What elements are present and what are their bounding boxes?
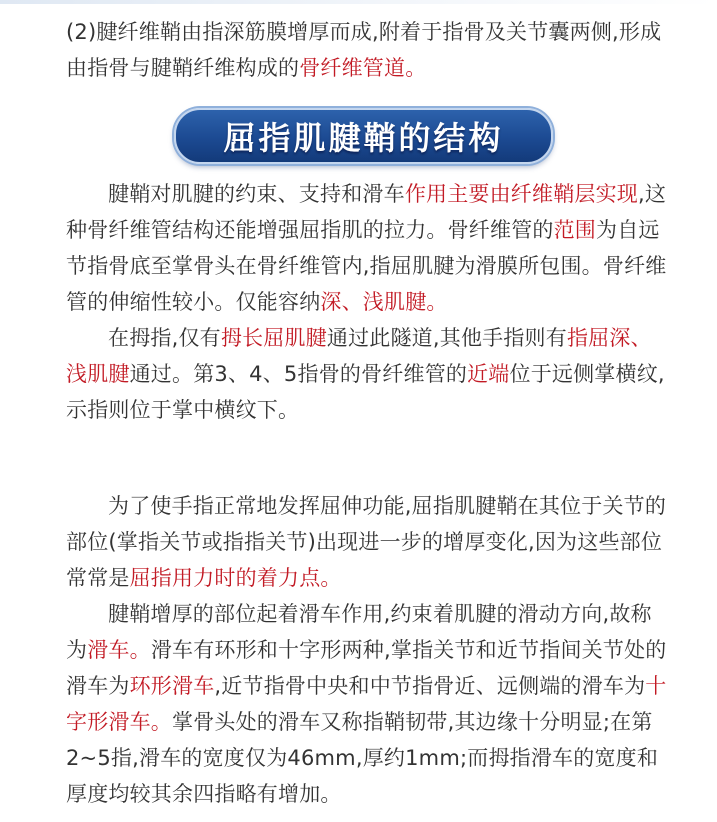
highlight-segment: 十字形滑车。 [66,674,667,734]
text-segment: ,近节指骨中央和中节指骨近、远侧端的滑车为 [214,674,646,698]
top-decoration-strip [0,0,717,4]
paragraph-pulleys [66,596,672,812]
text-segment: 滑车有环形和十字形两种,掌指关节和近节指间关节处的滑车为 [66,638,667,698]
section-title: 屈指肌腱鞘的结构 [223,119,504,157]
text-segment: 为自远节指骨底至掌骨头在骨纤维管内,指屈肌腱为滑膜所包围。骨纤维管的伸缩性较小。仅能容纳 [66,218,667,314]
text-segment: 通过此隧道,其他手指则有 [326,326,567,350]
text-segment: 位于远侧掌横纹,示指则位于掌中横纹下。 [66,362,665,422]
text-segment: 掌骨头处的滑车又称指鞘韧带,其边缘十分明显;在第2~5指,滑车的宽度仅为46mm,厚约1mm;而拇指滑车的宽度和厚度均较其余四指略有增加。 [66,710,659,806]
highlight-segment: 近端 [467,362,510,386]
highlight-segment: 环形滑车 [129,674,215,698]
paragraph-thickening [66,488,672,596]
text-segment: 在拇指,仅有 [108,326,221,350]
highlight-segment: 指屈深、浅肌腱 [66,326,652,386]
text-segment: 腱鞘对肌腱的约束、支持和滑车 [108,182,405,206]
text-segment: 腱鞘增厚的部位起着滑车作用,约束着肌腱的滑动方向,故称为 [66,602,652,662]
highlight-segment: 深、浅肌腱。 [320,290,448,314]
paragraph-thumb-tunnel [66,320,672,428]
section-title-banner [174,108,553,164]
text-segment: ,这种骨纤维管结构还能增强屈指肌的拉力。骨纤维管的 [66,182,667,242]
highlight-segment: 范围 [553,218,597,242]
intro-highlight: 骨纤维管道。 [299,56,427,80]
highlight-segment: 拇长屈肌腱 [220,326,327,350]
highlight-segment: 屈指用力时的着力点。 [129,566,342,590]
paragraph-tendon-sheath-function [66,176,672,320]
text-segment: 通过。第3、4、5指骨的骨纤维管的 [129,362,468,386]
highlight-segment: 滑车。 [87,638,151,662]
highlight-segment: 作用主要由纤维鞘层实现 [404,182,639,206]
intro-paragraph [66,14,672,86]
intro-text: (2)腱纤维鞘由指深筋膜增厚而成,附着于指骨及关节囊两侧,形成由指骨与腱鞘纤维构成的 [66,20,662,80]
text-segment: 为了使手指正常地发挥屈伸功能,屈指肌腱鞘在其位于关节的部位(掌指关节或指指关节)出现进一步的增厚变化,因为这些部位常常是 [66,494,667,590]
